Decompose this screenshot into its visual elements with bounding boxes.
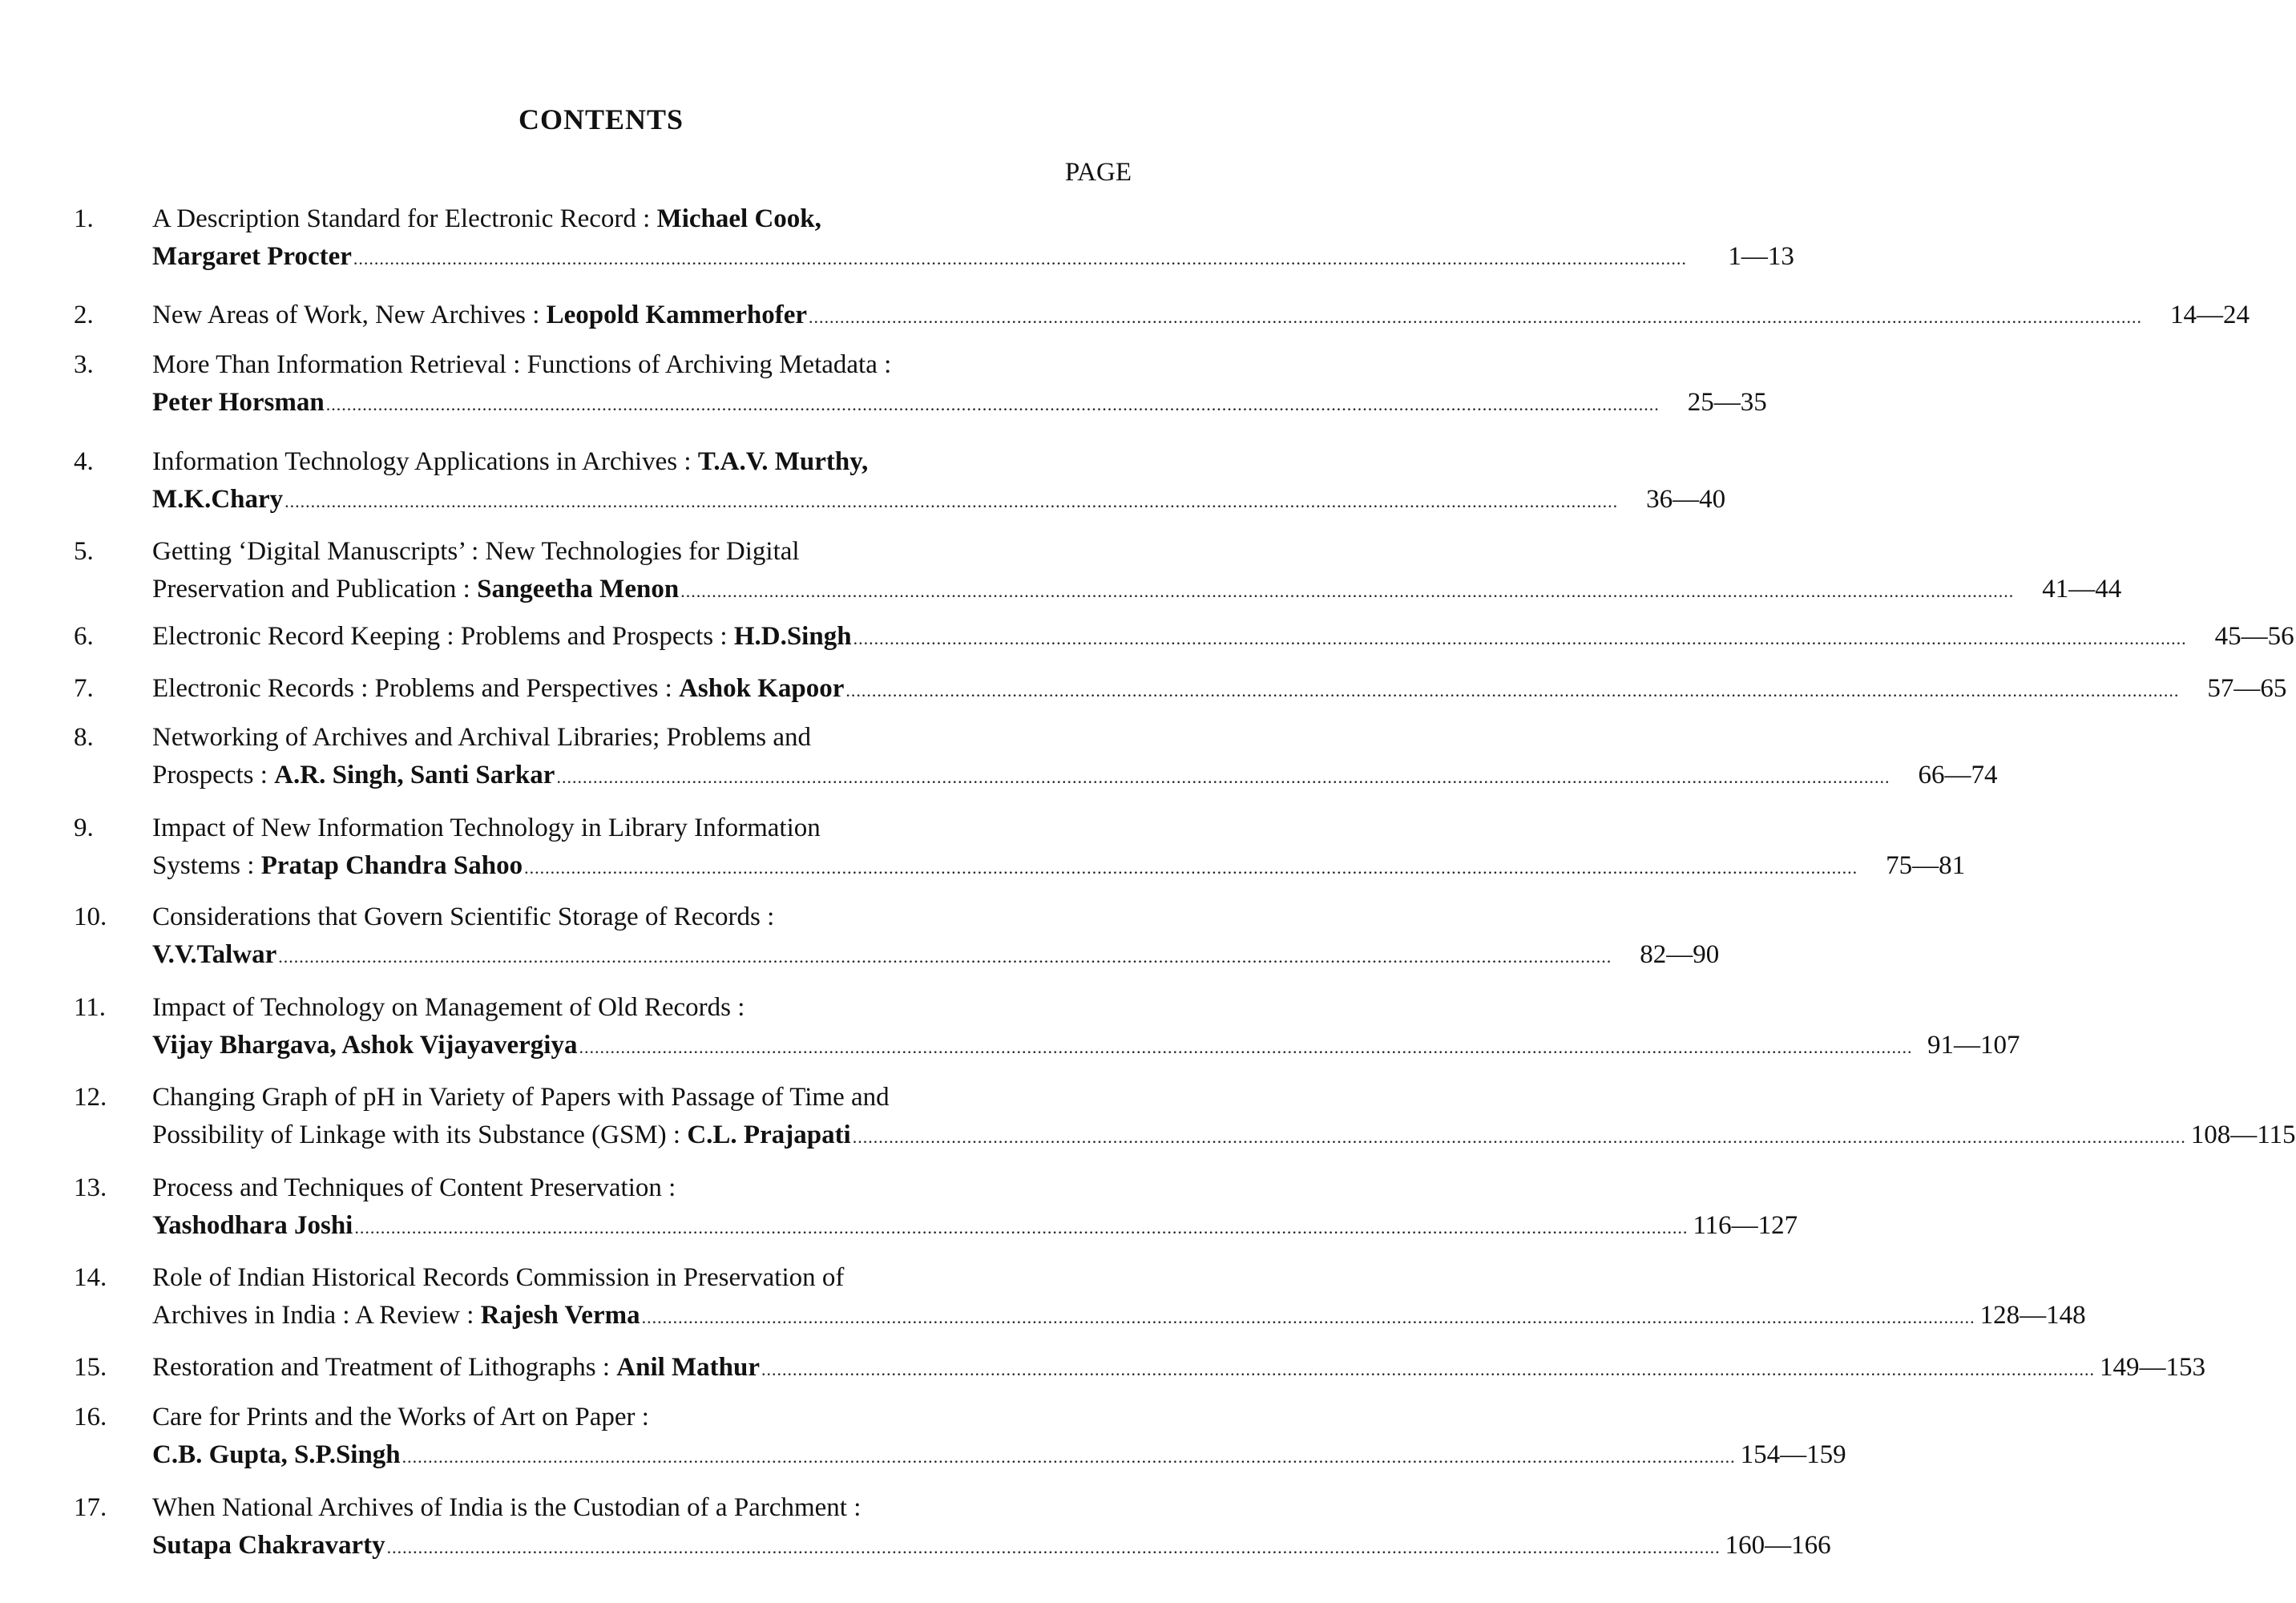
entry-author: Sangeetha Menon [477,575,680,604]
entry-author: C.L. Prajapati [687,1120,851,1149]
entry-number: 3. [74,350,94,379]
entry-number: 15. [74,1353,107,1382]
entry-number: 12. [74,1083,107,1112]
entry-title-part: Archives in India : A Review : [152,1301,481,1330]
contents-entry [0,1259,2086,1336]
entry-author: M.K.Chary [152,485,284,514]
entry-title-part: Prospects : [152,761,275,789]
entry-page-range: 66—74 [1918,761,1998,789]
contents-entry [0,719,1998,796]
dot-leader: ................................................................................................................................................................................................................................................................ [524,858,1858,878]
entry-title-part: Electronic Records : Problems and Perspectives : [152,674,680,703]
contents-entry [0,1399,1846,1476]
entry-body [152,346,1767,423]
entry-author: Leopold Kammerhofer [546,301,807,329]
entry-first-line [152,443,1010,481]
entry-first-line [152,1169,1010,1207]
contents-entry [0,443,1726,520]
entry-first-line [152,810,1010,847]
dot-leader: ................................................................................................................................................................................................................................................................ [852,1127,2186,1147]
entry-body [152,1079,2296,1156]
entry-number: 17. [74,1493,107,1522]
contents-entry [0,200,1794,277]
entry-title-part: A Description Standard for Electronic Record : [152,204,657,233]
entry-title-part: Possibility of Linkage with its Substance (GSM) : [152,1120,688,1149]
entry-number: 11. [74,993,107,1022]
entry-page-range: 108—115 [2190,1120,2296,1149]
contents-entry [0,1169,1798,1246]
contents-entry [0,989,2020,1066]
entry-author: Yashodhara Joshi [152,1211,353,1240]
entry-last-line [152,1436,1846,1476]
entry-lead [152,1297,640,1334]
entry-body [152,1259,2086,1336]
dot-leader: ................................................................................................................................................................................................................................................................ [325,394,1660,414]
entry-first-line [152,533,1010,571]
entry-last-line [152,297,2250,336]
entry-title-part: New Areas of Work, New Archives : [152,301,547,329]
entry-title-part: Electronic Record Keeping : Problems and Prospects : [152,622,734,651]
entry-lead [152,571,679,608]
entry-page-range: 149—153 [2100,1353,2206,1382]
entry-first-line [152,989,1010,1027]
entry-number: 9. [74,814,94,842]
entry-lead [152,936,276,974]
entry-title-part: Process and Techniques of Content Preservation : [152,1173,676,1202]
dot-leader: ................................................................................................................................................................................................................................................................ [761,1359,2096,1379]
entry-last-line [152,1297,2086,1336]
entry-last-line [152,618,2294,657]
entry-last-line [152,384,1767,423]
entry-first-line [152,1079,1010,1116]
entry-page-range: 91—107 [1927,1031,2020,1060]
entry-body [152,297,2250,336]
dot-leader: ................................................................................................................................................................................................................................................................ [680,581,2015,601]
entry-author: Sutapa Chakravarty [152,1531,385,1560]
entry-title-part: Impact of New Information Technology in Library Information [152,814,821,842]
entry-lead [152,618,852,656]
entry-lead [152,297,807,334]
entry-author: A.R. Singh, Santi Sarkar [274,761,555,789]
entry-last-line [152,481,1726,520]
entry-first-line [152,898,1010,936]
entry-title-part: Changing Graph of pH in Variety of Papers with Passage of Time and [152,1083,890,1112]
dot-leader: ................................................................................................................................................................................................................................................................ [278,947,1612,967]
page-title: CONTENTS [518,103,684,135]
entry-author-part: Michael Cook, [656,204,821,233]
contents-entry [0,297,2250,336]
entry-author: Margaret Procter [152,242,352,271]
entry-page-range: 160—166 [1725,1531,1831,1560]
entry-page-range: 45—56 [2214,622,2294,651]
entry-lead [152,1116,851,1154]
entry-lead [152,1436,401,1474]
entry-author-part: T.A.V. Murthy, [697,447,869,476]
entry-last-line [152,670,2287,709]
entry-lead [152,1207,353,1245]
entry-lead [152,1527,385,1565]
entry-last-line [152,757,1998,796]
entry-body [152,1399,1846,1476]
page-column-label: PAGE [1064,158,1132,187]
entry-body [152,719,1998,796]
entry-title-part: Care for Prints and the Works of Art on Paper : [152,1403,649,1431]
entry-body [152,1489,1831,1566]
entry-body [152,200,1794,277]
entry-title-part: When National Archives of India is the Custodian of a Parchment : [152,1493,862,1522]
entry-page-range: 14—24 [2169,301,2250,329]
entry-body [152,898,1720,975]
entry-number: 4. [74,447,94,476]
entry-title-part: Restoration and Treatment of Lithographs : [152,1353,617,1382]
entry-page-range: 82—90 [1640,940,1720,969]
entry-last-line [152,571,2122,610]
entry-title-part: Preservation and Publication : [152,575,478,604]
entry-number: 5. [74,537,94,566]
entry-page-range: 1—13 [1728,242,1794,271]
entry-first-line [152,200,1010,238]
entry-title-part: More Than Information Retrieval : Functions of Archiving Metadata : [152,350,892,379]
entry-number: 1. [74,204,94,233]
entry-last-line [152,1349,2206,1388]
entry-author: Peter Horsman [152,388,325,417]
dot-leader: ................................................................................................................................................................................................................................................................ [386,1537,1721,1557]
entry-page-range: 57—65 [2207,674,2287,703]
entry-author: Anil Mathur [616,1353,761,1382]
entry-page-range: 75—81 [1886,851,1966,880]
entry-author: V.V.Talwar [152,940,277,969]
contents-entry [0,346,1767,423]
entry-lead [152,384,325,422]
entry-page-range: 25—35 [1687,388,1767,417]
entry-title-part: Considerations that Govern Scientific Storage of Records : [152,902,775,931]
entry-number: 14. [74,1263,107,1292]
entry-page-range: 41—44 [2042,575,2122,604]
entry-number: 8. [74,723,94,752]
dot-leader: ................................................................................................................................................................................................................................................................ [284,491,1619,511]
entry-body [152,533,2122,610]
entry-first-line [152,1489,1010,1527]
entry-author: Pratap Chandra Sahoo [260,851,523,880]
entry-last-line [152,1027,2020,1066]
entry-body [152,1169,1798,1246]
entry-lead [152,1027,577,1064]
entry-title-part: Information Technology Applications in Archives : [152,447,698,476]
entry-number: 7. [74,674,94,703]
entry-number: 2. [74,301,94,329]
entry-title-part: Getting ‘Digital Manuscripts’ : New Technologies for Digital [152,537,800,566]
entry-page-range: 116—127 [1693,1211,1798,1240]
entry-title-part: Systems : [152,851,261,880]
entry-author: Ashok Kapoor [679,674,845,703]
entry-body [152,443,1726,520]
entry-last-line [152,1116,2296,1156]
entry-body [152,1349,2206,1388]
entry-lead [152,670,844,708]
entry-number: 16. [74,1403,107,1431]
entry-number: 6. [74,622,94,651]
entry-lead [152,847,523,885]
entry-body [152,618,2294,657]
entry-page-range: 128—148 [1979,1301,2086,1330]
entry-last-line [152,936,1720,975]
entry-body [152,989,2020,1066]
entry-title-part: Role of Indian Historical Records Commission in Preservation of [152,1263,845,1292]
entry-title-part: Impact of Technology on Management of Old Records : [152,993,745,1022]
entry-first-line [152,719,1010,757]
entry-number: 13. [74,1173,107,1202]
dot-leader: ................................................................................................................................................................................................................................................................ [354,1217,1689,1238]
entry-first-line [152,1399,1010,1436]
entry-last-line [152,238,1794,277]
entry-last-line [152,847,1966,886]
entry-last-line [152,1207,1798,1246]
dot-leader: ................................................................................................................................................................................................................................................................ [401,1447,1736,1467]
entry-first-line [152,346,1010,384]
dot-leader: ................................................................................................................................................................................................................................................................ [556,767,1890,787]
contents-entry [0,1349,2206,1388]
entry-last-line [152,1527,1831,1566]
entry-first-line [152,1259,1010,1297]
dot-leader: ................................................................................................................................................................................................................................................................ [353,248,1687,269]
dot-leader: ................................................................................................................................................................................................................................................................ [845,680,2180,701]
entry-author: C.B. Gupta, S.P.Singh [152,1440,401,1469]
dot-leader: ................................................................................................................................................................................................................................................................ [853,628,2187,648]
entry-page-range: 154—159 [1740,1440,1846,1469]
entry-lead [152,238,352,276]
entry-lead [152,757,555,794]
entry-author: Vijay Bhargava, Ashok Vijayavergiya [152,1031,578,1060]
contents-entry [0,810,1966,886]
entry-lead [152,1349,760,1387]
entry-author: H.D.Singh [733,622,852,651]
contents-entry [0,1079,2296,1156]
contents-entry [0,533,2122,610]
entry-author: Rajesh Verma [480,1301,640,1330]
entry-page-range: 36—40 [1646,485,1726,514]
entry-lead [152,481,283,519]
contents-entry [0,898,1720,975]
entry-title-part: Networking of Archives and Archival Libraries; Problems and [152,723,812,752]
entry-body [152,810,1966,886]
contents-entry [0,670,2287,709]
dot-leader: ................................................................................................................................................................................................................................................................ [641,1307,1975,1327]
dot-leader: ................................................................................................................................................................................................................................................................ [808,307,2142,327]
contents-entry [0,1489,1831,1566]
contents-entry [0,618,2294,657]
entry-number: 10. [74,902,107,931]
dot-leader: ................................................................................................................................................................................................................................................................ [579,1037,1913,1057]
entry-body [152,670,2287,709]
